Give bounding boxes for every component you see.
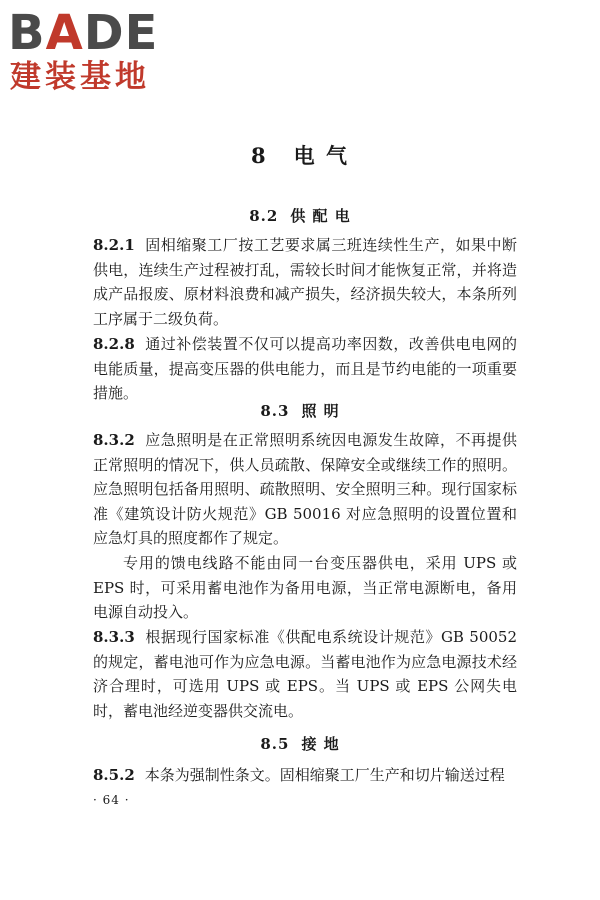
brand-logo <box>8 4 198 99</box>
page-number: · 64 · <box>93 793 130 807</box>
clause-8-3-2 <box>93 428 517 551</box>
chapter-title <box>0 140 600 170</box>
clause-text: 专用的馈电线路不能由同一台变压器供电，采用 UPS 或 EPS 时，可采用蓄电池作为备用电源，当正常电源断电，备用电源自动投入。 <box>93 554 517 622</box>
section-title-8-3: 8.3 照 明 <box>260 402 340 420</box>
clause-8-3-2-continued <box>93 551 517 625</box>
clause-8-5-2 <box>93 763 517 788</box>
clause-text: 通过补偿装置不仅可以提高功率因数，改善供电电网的电能质量，提高变压器的供电能力，而且是节约电能的一项重要措施。 <box>93 335 517 403</box>
clause-number: 8.2.8 <box>93 335 135 353</box>
section-title-8-2: 8.2 供 配 电 <box>249 207 351 225</box>
clause-number: 8.3.2 <box>93 431 135 449</box>
clause-8-2-8 <box>93 332 517 406</box>
clause-8-3-3 <box>93 625 517 723</box>
clause-number: 8.3.3 <box>93 628 135 646</box>
clause-text: 本条为强制性条文。固相缩聚工厂生产和切片输送过程 <box>144 766 505 784</box>
logo-wordmark: BADE <box>8 5 159 61</box>
clause-number: 8.5.2 <box>93 766 135 784</box>
clause-text: 应急照明是在正常照明系统因电源发生故障，不再提供正常照明的情况下，供人员疏散、保障安全或继续工作的照明。应急照明包括备用照明、疏散照明、安全照明三种。现行国家标准《建筑设计防火规范》GB 50016 对应急照明的设置位置和应急灯具的照度都作了规定。 <box>93 431 517 548</box>
clause-text: 根据现行国家标准《供配电系统设计规范》GB 50052 的规定，蓄电池可作为应急电源。当蓄电池作为应急电源技术经济合理时，可选用 UPS 或 EPS。当 UPS 或 EPS 公网失电时，蓄电池经逆变器供交流电。 <box>93 628 517 720</box>
section-title-8-5: 8.5 接 地 <box>260 735 340 753</box>
clause-8-2-1 <box>93 233 517 331</box>
chapter-name: 电 气 <box>293 143 349 168</box>
clause-number: 8.2.1 <box>93 236 135 254</box>
logo-subtitle: 建装基地 <box>10 59 150 95</box>
chapter-number: 8 <box>251 143 268 168</box>
clause-text: 固相缩聚工厂按工艺要求属三班连续性生产，如果中断供电，连续生产过程被打乱，需较长时间才能恢复正常，并将造成产品报废、原材料浪费和减产损失，经济损失较大，本条所列工序属于二级负荷。 <box>93 236 517 328</box>
